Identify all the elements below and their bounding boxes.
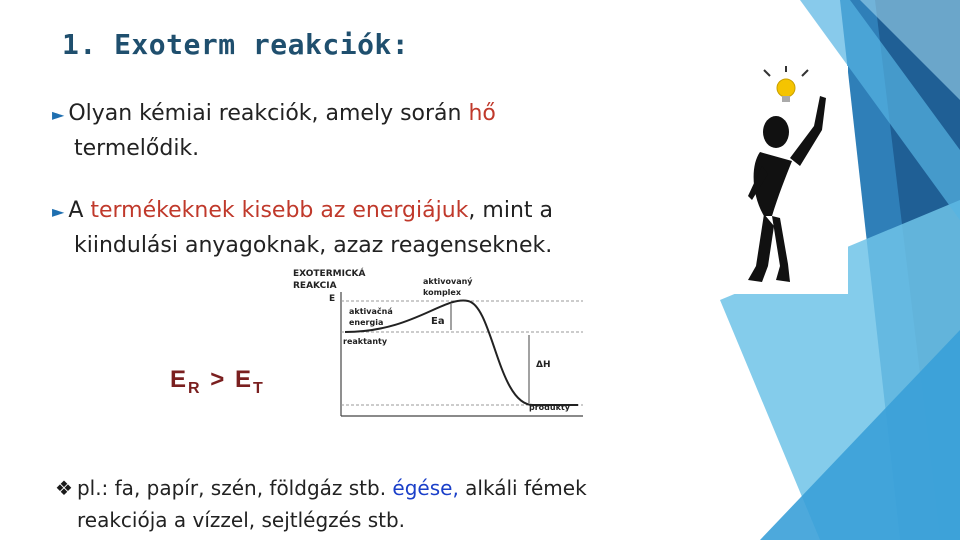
bullet1-continuation: termelődik. [74,136,200,161]
formula-sub-r: R [188,380,202,397]
bullet2-highlight: termékeknek kisebb az energiájuk [90,198,469,223]
bullet3-continuation: reakciója a vízzel, sejtlégzés stb. [77,508,406,532]
bullet1-text: Olyan kémiai reakciók, amely során [68,101,469,126]
bullet-energy-comparison [52,194,692,263]
diagram-dh-label: ΔH [536,360,551,370]
diamond-bullet-icon: ❖ [55,476,73,500]
bullet1-highlight: hő [468,101,496,126]
diagram-komplex-line1: aktivovaný [423,277,473,286]
triangle-bullet-icon: ► [52,105,65,124]
diagram-akt-line1: aktivačná [349,307,393,316]
bullet2-text: A [68,198,91,223]
formula-e1: E [170,366,189,393]
idea-person-icon [730,66,848,294]
triangle-bullet-icon: ► [52,202,65,221]
exothermic-energy-diagram [293,266,597,462]
diagram-reaktanty-label: reaktanty [343,337,388,346]
bullet-exothermic-definition [52,97,692,166]
formula-sub-t: T [252,380,265,397]
bullet3-highlight: égése, [392,476,459,500]
formula-operator: > [210,366,227,393]
diagram-title-line1: EXOTERMICKÁ [293,269,366,279]
diagram-produkty-label: produkty [529,403,570,412]
diagram-komplex-line2: komplex [423,288,461,297]
bullet2-text-end: , mint a [468,198,553,223]
formula-e2: E [234,366,253,393]
bullet3-text-end: alkáli fémek [458,476,587,500]
energy-formula [170,366,265,398]
bullet2-continuation: kiindulási anyagoknak, azaz reagenseknek. [74,233,553,258]
diagram-akt-line2: energia [349,318,384,327]
diagram-energy-curve [345,301,578,405]
bullet-examples [55,472,735,536]
diagram-axis-e: E [329,294,336,304]
diagram-ea-label: Ea [431,316,445,327]
diagram-title-line2: REAKCIA [293,281,337,291]
slide-title: 1. Exoterm reakciók: [62,28,410,61]
bullet3-text: pl.: fa, papír, szén, földgáz stb. [76,476,393,500]
